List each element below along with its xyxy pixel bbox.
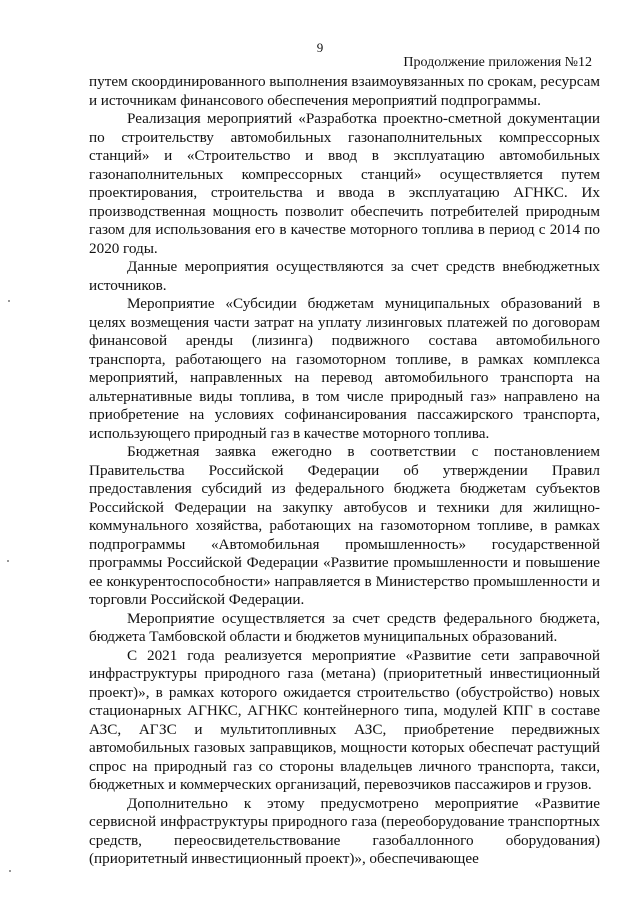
scan-speck: [7, 560, 9, 562]
paragraph: Бюджетная заявка ежегодно в соответствии с постановлением Правительства Российской Федерации об утверждении Правил предоставления субсидий из федерального бюджета бюджетам субъектов Российской Федерации на закупку автобусов и техники для жилищно-коммунального хозяйства, работающих на газомоторном топливе, в рамках подпрограммы «Автомобильная промышленность» государственной программы Российской Федерации «Развитие промышленности и повышение ее конкурентоспособности» направляется в Министерство промышленности и торговли Российской Федерации.: [89, 443, 600, 608]
continuation-note: Продолжение приложения №12: [403, 55, 592, 70]
document-body: [89, 73, 600, 869]
paragraph: Реализация мероприятий «Разработка проектно-сметной документации по строительству автомобильных газонаполнительных компрессорных станций» и «Строительство и ввод в эксплуатацию автомобильных газонаполнительных компрессорных станций» осуществляется путем проектирования, строительства и ввода в эксплуатацию АГНКС. Их производственная мощность позволит обеспечить потребителей природным газом для использования его в качестве моторного топлива в период с 2014 по 2020 годы.: [89, 110, 600, 257]
scan-speck: [8, 300, 10, 302]
paragraph: Мероприятие осуществляется за счет средств федерального бюджета, бюджета Тамбовской области и бюджетов муниципальных образований.: [89, 609, 600, 645]
paragraph: Мероприятие «Субсидии бюджетам муниципальных образований в целях возмещения части затрат на уплату лизинговых платежей по договорам финансовой аренды (лизинга) подвижного состава автомобильного транспорта, работающего на газомоторном топливе, в рамках комплекса мероприятий, направленных на перевод автомобильного транспорта на альтернативные виды топлива, в том числе природный газ» направлено на приобретение на условиях софинансирования пассажирского транспорта, использующего природный газ в качестве моторного топлива.: [89, 295, 600, 442]
paragraph: Дополнительно к этому предусмотрено мероприятие «Развитие сервисной инфраструктуры природного газа (переоборудование транспортных средств, переосвидетельствование газобаллонного оборудования) (приоритетный инвестиционный проект)», обеспечивающее: [89, 794, 600, 867]
scan-speck: [9, 870, 11, 872]
paragraph: Данные мероприятия осуществляются за счет средств внебюджетных источников.: [89, 258, 600, 294]
paragraph: С 2021 года реализуется мероприятие «Развитие сети заправочной инфраструктуры природного газа (метана) (приоритетный инвестиционный проект)», в рамках которого ожидается строительство (обустройство) новых стационарных АГНКС, АГНКС контейнерного типа, модулей КПГ в составе АЗС, АГЗС и мультитопливных АЗС, приобретение передвижных автомобильных газовых заправщиков, мощности которых обеспечат растущий спрос на природный газ со стороны владельцев личного транспорта, такси, бюджетных и коммерческих организаций, перевозчиков пассажиров и грузов.: [89, 646, 600, 793]
paragraph: путем скоординированного выполнения взаимоувязанных по срокам, ресурсам и источникам финансового обеспечения мероприятий подпрограммы.: [89, 73, 600, 109]
page-number: 9: [316, 40, 324, 55]
